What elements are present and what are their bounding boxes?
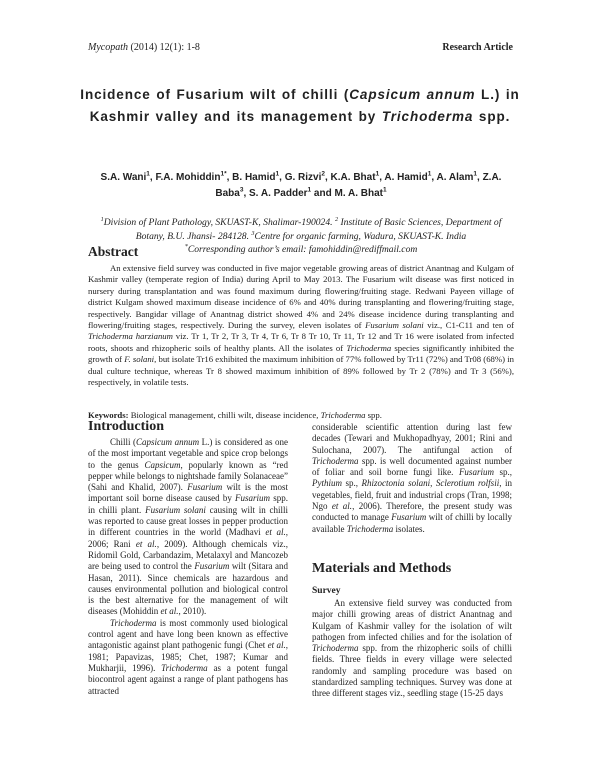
text-run: Fusarium	[194, 561, 230, 572]
text-run: species significantly inhibited the growth of	[88, 342, 515, 365]
abstract-body	[88, 263, 514, 388]
text-run: sp.,	[493, 467, 512, 478]
text-run: Fusarium	[458, 467, 494, 478]
text-run: Trichoderma	[346, 342, 392, 353]
article-type: Research Article	[442, 42, 513, 53]
text-run: , popularly known as “red pepper while belongs to nightshade family Solanaceae” (Sahi and Khalid, 2007).	[88, 459, 288, 493]
citation-volume: (2014) 12(1): 1-8	[128, 42, 200, 53]
text-run: sp.,	[342, 478, 362, 489]
superscript-marker: 1	[100, 215, 104, 223]
superscript-marker: *	[184, 242, 188, 250]
text-run: spp. from the rhizopheric soils of chilli fields. Three fields in every village were selected randomly and sampling procedure was based on standardized sampling techniques. Survey was done at three different stages viz., seedling stage (15-25 days	[312, 643, 512, 699]
superscript-marker: 1	[473, 170, 478, 178]
survey-paragraph	[312, 598, 512, 700]
affiliations	[88, 216, 514, 257]
text-run: viz. Tr 1, Tr 2, Tr 3, Tr 4, Tr 6, Tr 8 Tr 10, Tr 11, Tr 12 and Tr 16 were isolated from infected roots, shoots and rhizopheric soils of healthy plants. All the isolates of	[88, 331, 514, 353]
text-run: , K.A. Bhat	[325, 172, 376, 183]
text-run: Rhizoctonia solani, Sclerotium rolfsii	[361, 478, 500, 489]
text-run: Institute of Basic Sciences, Department of Botany, B.U. Jhansi- 284128.	[135, 217, 502, 242]
text-run: isolates.	[393, 523, 425, 534]
text-run: spp.	[473, 109, 511, 124]
text-run: Fusarium solani	[145, 504, 206, 515]
keywords-label: Keywords:	[88, 410, 129, 420]
text-run: L.) in Kashmir valley and its management by	[89, 87, 520, 124]
introduction-column-right	[312, 422, 512, 535]
superscript-marker: 1	[427, 170, 432, 178]
text-run: , Z.A. Baba	[215, 172, 502, 199]
text-run: F. solani	[124, 354, 155, 365]
superscript-marker: 3	[251, 229, 255, 237]
text-run: wilt is the most important soil borne disease caused by	[88, 482, 288, 504]
text-run: Corresponding author’s email: famohiddin@rediffmail.com	[187, 244, 418, 255]
superscript-marker: 2	[321, 170, 325, 178]
superscript-marker: 2	[334, 215, 339, 223]
keywords-list	[129, 410, 382, 420]
text-run: et al.	[135, 538, 157, 549]
text-run: , A. Hamid	[379, 172, 428, 183]
text-run: Chilli (	[110, 437, 137, 447]
text-run: Trichoderma	[110, 617, 157, 628]
text-run: spp. is well documented against number of foliar and soil borne fungi like.	[312, 455, 512, 478]
introduction-heading: Introduction	[88, 419, 164, 434]
text-run: S.A. Wani	[100, 172, 147, 183]
abstract-heading: Abstract	[88, 244, 139, 259]
text-run: Fusarium	[235, 493, 271, 504]
text-run: wilt of chilli by locally available	[312, 512, 512, 534]
text-run: Trichoderma	[312, 643, 359, 654]
abstract-paragraph	[88, 263, 514, 388]
text-run: and M. A. Bhat	[311, 188, 384, 199]
text-run: An extensive field survey was conducted from major chilli growing areas of district Anantnag and Kulgam of Kashmir valley for the isolation of wilt pathogen from infected chilies and for the isolation of	[312, 598, 512, 642]
text-run: L.) is considered as one of the most important vegetable and spice crop belongs to the genus	[88, 437, 288, 470]
paper-title	[80, 84, 520, 128]
journal-name: Mycopath	[88, 42, 128, 53]
text-run: , 1981; Papavizas, 1985; Chet, 1987; Kumar and Mukharjii, 1996).	[88, 640, 288, 673]
text-run: viz., C1-C11 and ten of	[423, 320, 514, 331]
superscript-marker: 1	[383, 186, 387, 194]
survey-section	[312, 598, 512, 700]
text-run: , 2006). Therefore, the present study was conducted to manage	[312, 501, 513, 523]
text-run: Trichoderma	[312, 455, 359, 466]
text-run: Capsicum	[144, 459, 181, 470]
text-run: , S. A. Padder	[243, 188, 308, 199]
superscript-marker: 1*	[220, 170, 227, 178]
text-run: Biological management, chilli wilt, disease incidence,	[128, 410, 321, 420]
text-run: et al.	[267, 640, 286, 651]
text-run: Trichoderma harzianum	[88, 331, 173, 342]
intro-paragraph-1	[88, 437, 288, 618]
text-run: Centre for organic farming, Wadura, SKUAST-K. India	[254, 230, 467, 242]
text-run: spp.	[365, 410, 382, 420]
text-run: Trichoderma	[346, 523, 394, 534]
text-run: Capsicum annum	[136, 437, 200, 447]
text-run: , 2009). Although chemicals viz., Ridomil Gold, Carbandazim, Metalaxyl and Mancozeb are being used to control the	[88, 538, 289, 572]
text-run: et al.	[265, 527, 286, 538]
text-run: , 2010).	[178, 606, 207, 617]
text-run: Fusarium	[187, 482, 223, 493]
superscript-marker: 1	[275, 170, 280, 178]
superscript-marker: 1	[307, 186, 312, 194]
superscript-marker: 3	[239, 186, 244, 194]
text-run: is most commonly used biological control agent and have long been known as effective antagonistic against plant pathogenic fungi (Chet	[88, 617, 288, 651]
text-run: Fusarium solani	[365, 320, 424, 331]
text-run: , in vegetables, field, fruit and industrial crops (Tran, 1998; Ngo	[312, 478, 512, 512]
text-run: , but isolate Tr16 exhibited the maximum inhibition of 77% followed by Tr11 (72%) and Tr08 (68%) in dual culture technique, whereas Tr 8 showed maximum inhibition of 89% followed by Tr 2 (78%) and Tr 3 (56%), respectively, in volatile tests.	[88, 354, 514, 388]
text-run: et al.	[331, 501, 353, 512]
text-run: Fusarium	[391, 512, 427, 523]
superscript-marker: 1	[375, 170, 380, 178]
text-run: Capsicum annum	[349, 87, 476, 102]
text-run: , A. Alam	[431, 172, 474, 183]
text-run: spp. in chilli plant.	[88, 493, 288, 515]
introduction-column-left	[88, 437, 288, 697]
text-run: Division of Plant Pathology, SKUAST-K, Shalimar-190024.	[103, 217, 335, 228]
text-run: considerable scientific attention during last few decades (Tewari and Mukhopadhyay, 2001; Rini and Sulochana, 2007). The antifungal action of	[312, 422, 512, 455]
text-run: An extensive field survey was conducted in five major vegetable growing areas of district Anantnag and Kulgam of Kashmir valley (temperate region of India) during April to May 2013. The Fusarium wilt disease was first noticed in nursery during transplantation and was found maximum during flowering/fruiting stage. Redwani Payeen village of district Kulgam showed maximum disease incidence of 6% and 40% during transplanting and flowering/fruiting stage, respectively. Bangidar village of Anantnag district showed 4% and 24% disease incidence during transplanting and flowering/fruiting stages, respectively. During the survey, eleven isolates of	[88, 263, 514, 331]
text-run: et al.	[160, 606, 179, 617]
methods-heading: Materials and Methods	[312, 561, 452, 576]
intro-paragraph-2-continued	[312, 422, 512, 535]
text-run: Pythium	[312, 478, 342, 489]
text-run: causing wilt in chilli was reported to cause great losses in pepper production in different countries in the world (Madhavi	[88, 504, 288, 538]
intro-paragraph-2	[88, 618, 288, 697]
survey-subheading: Survey	[312, 586, 341, 596]
journal-citation	[88, 42, 200, 53]
text-run: Trichoderma	[320, 410, 366, 420]
text-run: , F.A. Mohiddin	[149, 172, 221, 183]
author-list	[88, 170, 514, 202]
text-run: , B. Hamid	[226, 172, 276, 183]
text-run: , G. Rizvi	[279, 172, 322, 183]
text-run: Incidence of Fusarium wilt of chilli (	[80, 87, 350, 102]
text-run: Trichoderma	[161, 662, 208, 673]
text-run: , 2006; Rani	[88, 527, 288, 549]
text-run: Trichoderma	[381, 109, 474, 124]
superscript-marker: 1	[146, 170, 150, 178]
text-run: wilt (Sitara and Hasan, 2011). Since chemicals are hazardous and causes environmental pollution and biological control is the best alternative for the management of wilt diseases (Mohiddin	[88, 561, 288, 617]
text-run: as a potent fungal biocontrol agent against a range of plant pathogens has attracted	[88, 662, 289, 696]
